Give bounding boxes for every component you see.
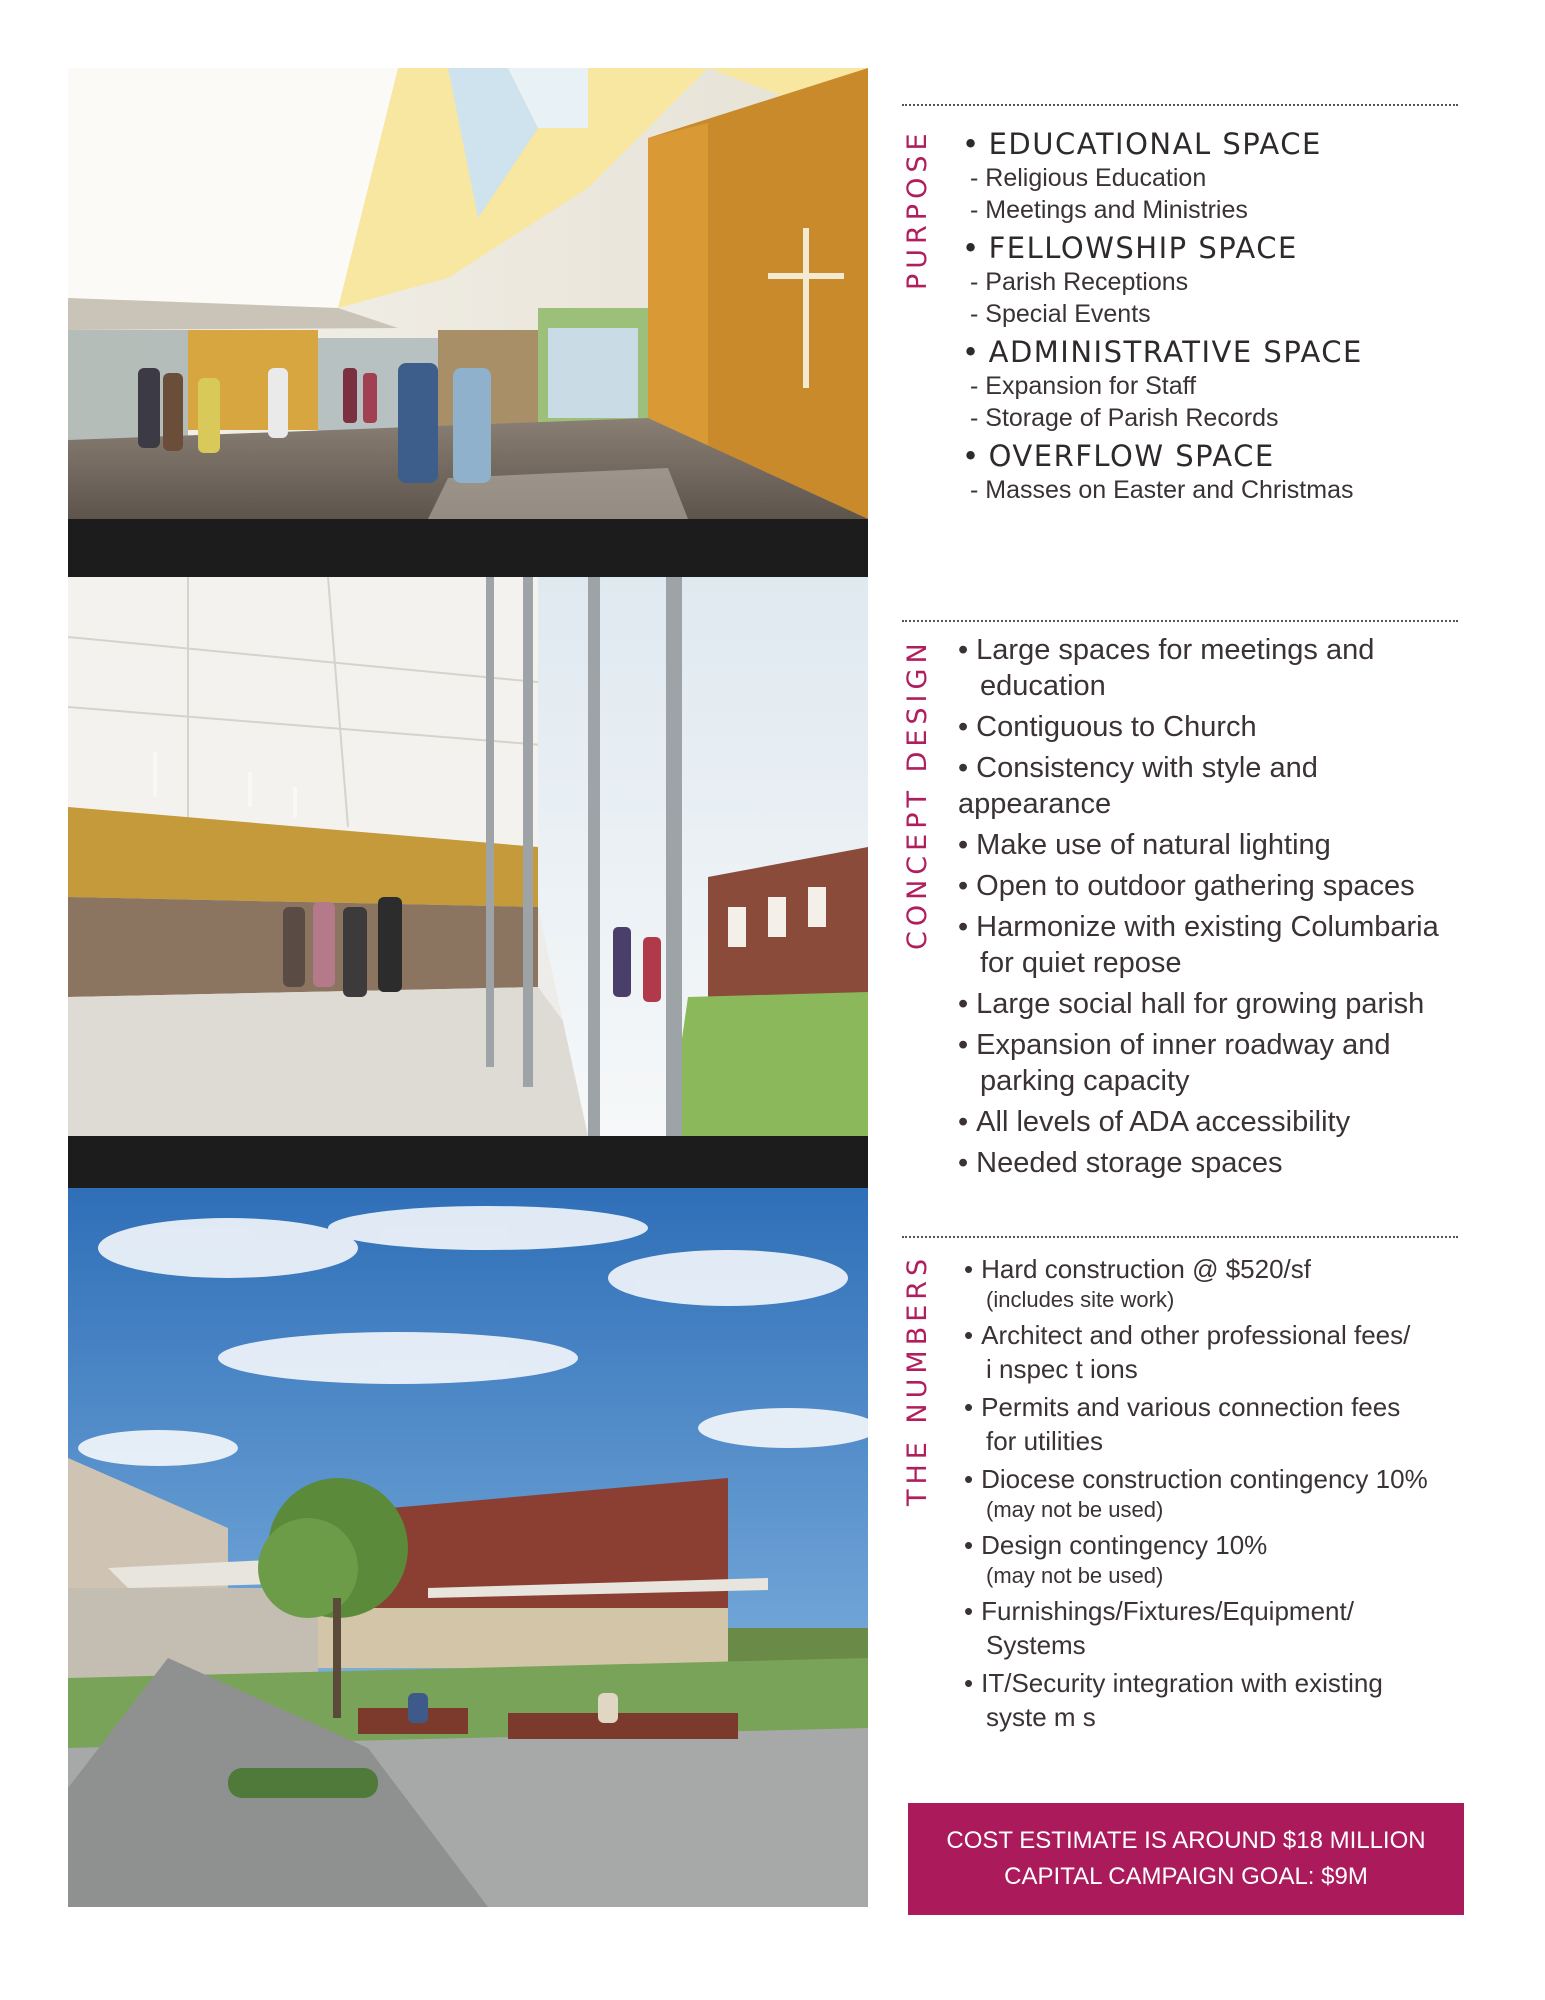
social-hall-rendering-image [68, 577, 868, 1136]
concept-line: • Harmonize with existing Columbaria [958, 911, 1439, 943]
numbers-note: (may not be used) [986, 1497, 1164, 1522]
list-item [958, 868, 1458, 904]
the-numbers-label: THE NUMBERS [902, 1253, 933, 1506]
list-item [958, 750, 1458, 822]
list-item [958, 827, 1458, 863]
numbers-line: • Architect and other professional fees/ [964, 1320, 1410, 1350]
concept-line: • Contiguous to Church [958, 711, 1257, 743]
list-item [958, 986, 1458, 1022]
numbers-line: • Hard construction @ $520/sf [964, 1254, 1311, 1284]
numbers-line: • Permits and various connection fees [964, 1392, 1400, 1422]
concept-line: • Large social hall for growing parish [958, 988, 1424, 1020]
numbers-line-continued: Systems [986, 1630, 1086, 1660]
cost-estimate-box [908, 1803, 1464, 1915]
list-item [964, 1252, 1428, 1314]
list-item [964, 1666, 1428, 1734]
concept-line: • Needed storage spaces [958, 1147, 1282, 1179]
purpose-label: PURPOSE [902, 128, 933, 290]
numbers-list [964, 1252, 1428, 1738]
list-item [958, 1145, 1458, 1181]
list-item [958, 632, 1458, 704]
purpose-divider [902, 104, 1458, 106]
purpose-sub-item: - Storage of Parish Records [970, 404, 1279, 432]
concept-design-section [902, 620, 1458, 1180]
purpose-heading-administrative: • ADMINISTRATIVE SPACE [962, 334, 1363, 370]
concept-line: • Consistency with style and appearance [958, 752, 1318, 820]
numbers-line: • Diocese construction contingency 10% [964, 1464, 1428, 1494]
campaign-goal-text: CAPITAL CAMPAIGN GOAL: $9M [1004, 1863, 1368, 1890]
concept-divider [902, 620, 1458, 622]
atrium-rendering-image [68, 68, 868, 519]
purpose-section [902, 104, 1458, 584]
list-item [964, 1390, 1428, 1458]
numbers-divider [902, 1236, 1458, 1238]
list-item [958, 1027, 1458, 1099]
numbers-line: • Design contingency 10% [964, 1530, 1267, 1560]
concept-list [958, 632, 1458, 1186]
numbers-line-continued: syste m s [986, 1702, 1096, 1732]
numbers-line-continued: i nspec t ions [986, 1354, 1138, 1384]
list-item [958, 1104, 1458, 1140]
cost-estimate-text: COST ESTIMATE IS AROUND $18 MILLION [946, 1827, 1426, 1854]
concept-line: • All levels of ADA accessibility [958, 1106, 1350, 1138]
list-item [964, 1318, 1428, 1386]
the-numbers-section [902, 1236, 1458, 1796]
purpose-heading-educational: • EDUCATIONAL SPACE [962, 126, 1363, 162]
concept-line: • Large spaces for meetings and [958, 634, 1374, 666]
concept-line: • Open to outdoor gathering spaces [958, 870, 1415, 902]
concept-line-continued: for quiet repose [980, 947, 1182, 979]
list-item [958, 709, 1458, 745]
list-item [964, 1462, 1428, 1524]
concept-design-label: CONCEPT DESIGN [902, 638, 933, 950]
purpose-heading-fellowship: • FELLOWSHIP SPACE [962, 230, 1363, 266]
purpose-sub-item: - Religious Education [970, 164, 1207, 192]
numbers-line-continued: for utilities [986, 1426, 1104, 1456]
concept-line: • Make use of natural lighting [958, 829, 1331, 861]
list-item [958, 909, 1458, 981]
numbers-line: • Furnishings/Fixtures/Equipment/ [964, 1596, 1354, 1626]
numbers-note: (includes site work) [986, 1287, 1175, 1312]
purpose-sub-item: - Expansion for Staff [970, 372, 1197, 400]
concept-line-continued: parking capacity [980, 1065, 1190, 1097]
numbers-line: • IT/Security integration with existing [964, 1668, 1383, 1698]
purpose-sub-item: - Meetings and Ministries [970, 196, 1248, 224]
list-item [964, 1594, 1428, 1662]
exterior-rendering-image [68, 1188, 868, 1907]
photo-column [68, 68, 868, 1907]
purpose-sub-item: - Special Events [970, 300, 1151, 328]
concept-line-continued: education [980, 670, 1106, 702]
purpose-heading-overflow: • OVERFLOW SPACE [962, 438, 1363, 474]
numbers-note: (may not be used) [986, 1563, 1164, 1588]
purpose-sub-item: - Masses on Easter and Christmas [970, 476, 1354, 504]
purpose-list [962, 122, 1363, 506]
purpose-sub-item: - Parish Receptions [970, 268, 1189, 296]
concept-line: • Expansion of inner roadway and [958, 1029, 1390, 1061]
list-item [964, 1528, 1428, 1590]
